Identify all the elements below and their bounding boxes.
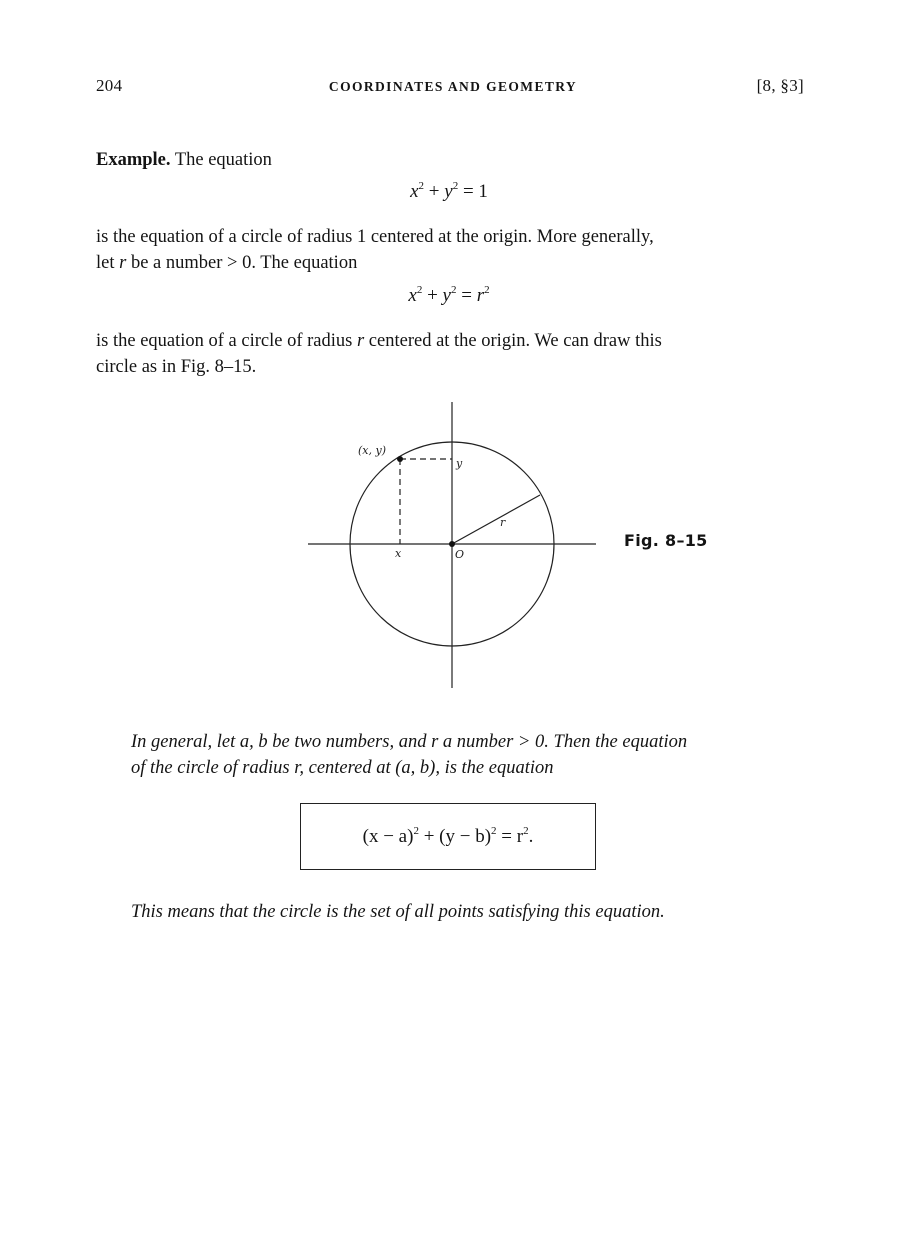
section-reference: [8, §3] — [756, 76, 804, 95]
p2-var-r: r — [119, 253, 127, 273]
eq2-r: r — [476, 285, 485, 306]
boxed-exp-1: 2 — [413, 825, 419, 837]
eq2-equals: = — [456, 285, 477, 306]
eq2-exp2: 2 — [450, 284, 457, 296]
boxed-equation — [300, 826, 596, 848]
point-xy — [397, 456, 403, 462]
example-label: Example. — [96, 150, 171, 170]
p3-var-r: r — [356, 331, 365, 351]
p3-post: centered at the origin. We can draw this — [364, 331, 662, 351]
boxed-part-3: = r — [496, 826, 524, 847]
example-intro-text: The equation — [174, 150, 272, 170]
eq2-exp3: 2 — [484, 284, 490, 296]
eq1-exp1: 2 — [418, 180, 425, 192]
example-intro — [96, 147, 806, 173]
boxed-part-1: (x − a) — [362, 826, 414, 847]
radius-line — [452, 495, 540, 544]
eq1-plus: + — [424, 181, 445, 202]
label-x: x — [395, 547, 402, 560]
figure-caption: Fig. 8–15 — [624, 531, 708, 550]
eq1-exp2: 2 — [452, 180, 459, 192]
label-origin: O — [455, 548, 465, 561]
eq2-x: x — [408, 285, 417, 306]
origin-point — [449, 541, 455, 547]
paragraph-3-line-2: circle as in Fig. 8–15. — [96, 357, 257, 377]
paragraph-2-line-1: is the equation of a circle of radius 1 centered at the origin. More generally, — [96, 227, 654, 247]
p2-pre: let — [96, 253, 120, 273]
eq2-plus: + — [422, 285, 443, 306]
paragraph-3-line-1 — [96, 328, 806, 354]
label-y: y — [456, 457, 463, 470]
eq1-x: x — [410, 181, 419, 202]
label-r: r — [500, 516, 506, 529]
p2-post: be a number > 0. The equation — [126, 253, 358, 273]
p3-pre: is the equation of a circle of radius — [96, 331, 357, 351]
eq2-y: y — [442, 285, 451, 306]
page-number: 204 — [96, 76, 123, 95]
theorem-line-1: In general, let a, b be two numbers, and r a number > 0. Then the equation — [131, 732, 688, 752]
theorem-line-2: of the circle of radius r, centered at (a, b), is the equation — [131, 758, 554, 778]
boxed-exp-2: 2 — [491, 825, 497, 837]
label-point: (x, y) — [358, 444, 386, 457]
boxed-period: . — [528, 826, 534, 847]
eq2-exp1: 2 — [416, 284, 423, 296]
equation-circle-r — [0, 285, 898, 307]
equation-unit-circle — [0, 181, 898, 203]
eq1-rhs: = 1 — [458, 181, 488, 202]
eq1-y: y — [444, 181, 453, 202]
boxed-part-2: + (y − b) — [418, 826, 492, 847]
paragraph-2-line-2 — [96, 250, 806, 276]
boxed-exp-3: 2 — [523, 825, 529, 837]
theorem-conclusion: This means that the circle is the set of all points satisfying this equation. — [131, 902, 665, 922]
running-title: COORDINATES AND GEOMETRY — [328, 79, 578, 94]
circle-figure — [300, 400, 610, 692]
